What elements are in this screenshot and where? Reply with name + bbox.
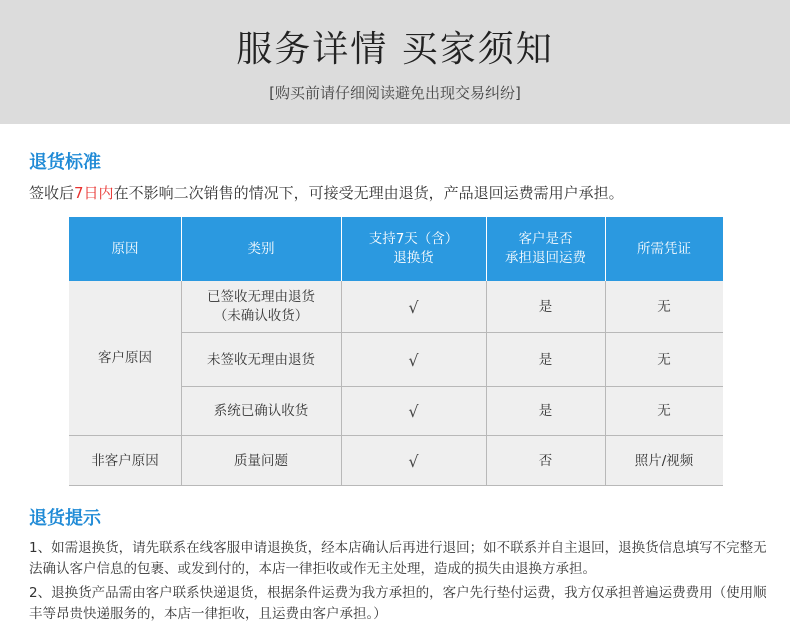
- return-standard-text: [29, 182, 624, 204]
- row3-proof: 无: [657, 403, 671, 419]
- row1-category: [181, 281, 341, 333]
- row1-category-line1: 已签收无理由退货: [207, 289, 315, 305]
- row1-category-line2: （未确认收货）: [213, 308, 309, 324]
- row1-proof: 无: [657, 298, 671, 315]
- header-divider: [341, 217, 342, 281]
- row3-freight: 是: [538, 403, 553, 419]
- row3-category: 系统已确认收货: [213, 403, 309, 419]
- row1-support-check: √: [408, 297, 419, 317]
- page-header: [0, 0, 790, 124]
- page-subtitle: [购买前请仔细阅读避免出现交易纠纷]: [269, 84, 521, 102]
- header-proof: 所需凭证: [605, 217, 723, 281]
- header-freight-line2: 承担退回运费: [505, 250, 586, 266]
- header-support: [341, 217, 486, 281]
- table-divider: [181, 281, 182, 486]
- row4-support-check: √: [408, 451, 419, 471]
- group-non-customer-reason: 非客户原因: [91, 452, 159, 469]
- header-category: 类别: [181, 217, 341, 281]
- row3-support-check: √: [408, 402, 419, 421]
- row4-proof: 照片/视频: [634, 452, 694, 469]
- return-tips-title: 退货提示: [29, 508, 101, 529]
- standard-text-highlight: 7日内: [74, 184, 114, 202]
- table-divider: [69, 435, 723, 436]
- return-tip-item: 2、退换货产品需由客户联系快递退货，根据条件运费为我方承担的，客户先行垫付运费，我方仅承担普遍运费费用（使用顺丰等昂贵快递服务的，本店一律拒收，且运费由客户承担。）: [29, 585, 767, 622]
- standard-text-before: 签收后: [29, 184, 75, 202]
- group-customer-reason: 客户原因: [98, 350, 152, 366]
- header-freight-line1: 客户是否: [518, 231, 573, 247]
- table-divider: [181, 332, 723, 333]
- header-divider: [605, 217, 606, 281]
- return-policy-table: [69, 217, 723, 486]
- table-divider: [486, 281, 487, 486]
- row1-freight: 是: [538, 298, 553, 315]
- row4-category: 质量问题: [234, 452, 288, 469]
- header-divider: [181, 217, 182, 281]
- header-reason: 原因: [69, 217, 181, 281]
- header-support-line1: 支持7天（含）: [368, 231, 459, 247]
- page-title: 服务详情 买家须知: [236, 29, 554, 70]
- row2-support-check: √: [408, 350, 419, 370]
- header-divider: [486, 217, 487, 281]
- return-standard-title: 退货标准: [29, 152, 101, 173]
- row2-freight: 是: [538, 351, 553, 368]
- table-divider: [181, 386, 723, 387]
- table-divider: [341, 281, 342, 486]
- row4-freight: 否: [538, 452, 553, 469]
- table-divider: [69, 485, 723, 486]
- table-divider: [605, 281, 606, 486]
- row2-category: 未签收无理由退货: [207, 351, 315, 368]
- header-freight: [486, 217, 605, 281]
- return-tip-item: 1、如需退换货，请先联系在线客服申请退换货，经本店确认后再进行退回；如不联系并自主退回，退换货信息填写不完整无法确认客户信息的包裹、或发到付的，本店一律拒收或作无主处理，造成的损失由退换方承担。: [29, 540, 767, 577]
- row2-proof: 无: [657, 351, 671, 368]
- standard-text-after: 在不影响二次销售的情况下，可接受无理由退货，产品退回运费需用户承担。: [113, 184, 624, 202]
- header-support-line2: 退换货: [393, 250, 434, 266]
